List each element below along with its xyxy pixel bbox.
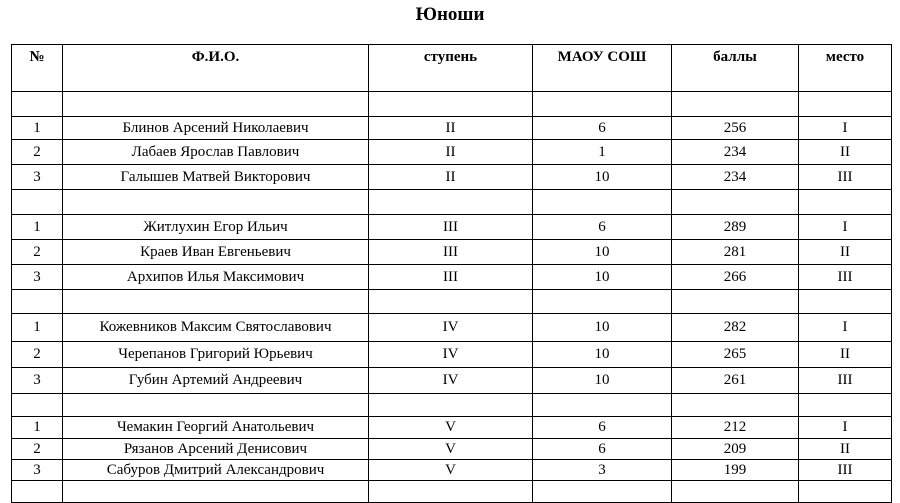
place-cell: I: [799, 314, 892, 342]
table-row: [12, 439, 892, 460]
empty-cell: [672, 190, 799, 215]
student-name: Сабуров Дмитрий Александрович: [63, 460, 369, 481]
header-name: Ф.И.О.: [63, 45, 369, 92]
page-title: Юноши: [415, 4, 485, 25]
level-cell: IV: [369, 368, 533, 394]
score-cell: 212: [672, 417, 799, 439]
empty-cell: [672, 394, 799, 417]
place-cell: II: [799, 439, 892, 460]
level-cell: III: [369, 265, 533, 290]
row-number: 1: [12, 314, 63, 342]
empty-cell: [533, 394, 672, 417]
table-row: [12, 215, 892, 240]
score-cell: 234: [672, 140, 799, 165]
score-cell: 266: [672, 265, 799, 290]
place-cell: III: [799, 165, 892, 190]
row-number: 1: [12, 215, 63, 240]
empty-cell: [63, 394, 369, 417]
row-number: 2: [12, 140, 63, 165]
level-cell: II: [369, 165, 533, 190]
school-cell: 10: [533, 265, 672, 290]
score-cell: 289: [672, 215, 799, 240]
table-row: [12, 265, 892, 290]
level-cell: II: [369, 140, 533, 165]
row-number: 3: [12, 460, 63, 481]
empty-cell: [799, 92, 892, 117]
header-row: [12, 45, 892, 92]
student-name: Лабаев Ярослав Павлович: [63, 140, 369, 165]
empty-cell: [12, 190, 63, 215]
level-cell: III: [369, 215, 533, 240]
student-name: Галышев Матвей Викторович: [63, 165, 369, 190]
school-cell: 10: [533, 240, 672, 265]
student-name: Архипов Илья Максимович: [63, 265, 369, 290]
table-row: [12, 140, 892, 165]
school-cell: 10: [533, 368, 672, 394]
header-level: ступень: [369, 45, 533, 92]
place-cell: II: [799, 140, 892, 165]
row-number: 1: [12, 417, 63, 439]
empty-cell: [369, 92, 533, 117]
empty-cell: [672, 481, 799, 503]
row-number: 2: [12, 240, 63, 265]
empty-cell: [12, 481, 63, 503]
results-body: [12, 92, 892, 503]
row-number: 2: [12, 342, 63, 368]
empty-cell: [799, 481, 892, 503]
school-cell: 10: [533, 314, 672, 342]
student-name: Губин Артемий Андреевич: [63, 368, 369, 394]
header-number: №: [12, 45, 63, 92]
level-cell: V: [369, 417, 533, 439]
level-cell: III: [369, 240, 533, 265]
level-cell: II: [369, 117, 533, 140]
score-cell: 265: [672, 342, 799, 368]
school-cell: 6: [533, 439, 672, 460]
score-cell: 234: [672, 165, 799, 190]
place-cell: I: [799, 215, 892, 240]
empty-cell: [12, 290, 63, 314]
header-score: баллы: [672, 45, 799, 92]
group-spacer-row: [12, 394, 892, 417]
empty-cell: [533, 290, 672, 314]
empty-cell: [12, 394, 63, 417]
student-name: Блинов Арсений Николаевич: [63, 117, 369, 140]
student-name: Житлухин Егор Ильич: [63, 215, 369, 240]
empty-cell: [63, 190, 369, 215]
row-number: 3: [12, 165, 63, 190]
empty-cell: [672, 92, 799, 117]
place-cell: III: [799, 265, 892, 290]
level-cell: IV: [369, 314, 533, 342]
table-row: [12, 342, 892, 368]
student-name: Рязанов Арсений Денисович: [63, 439, 369, 460]
group-spacer-row: [12, 481, 892, 503]
results-table: [11, 44, 892, 503]
empty-cell: [369, 481, 533, 503]
table-row: [12, 117, 892, 140]
row-number: 2: [12, 439, 63, 460]
group-spacer-row: [12, 190, 892, 215]
empty-cell: [63, 481, 369, 503]
table-row: [12, 240, 892, 265]
empty-cell: [533, 190, 672, 215]
score-cell: 199: [672, 460, 799, 481]
place-cell: II: [799, 240, 892, 265]
level-cell: V: [369, 439, 533, 460]
group-spacer-row: [12, 290, 892, 314]
table-row: [12, 368, 892, 394]
student-name: Черепанов Григорий Юрьевич: [63, 342, 369, 368]
empty-cell: [369, 394, 533, 417]
place-cell: III: [799, 460, 892, 481]
school-cell: 3: [533, 460, 672, 481]
empty-cell: [533, 481, 672, 503]
school-cell: 10: [533, 165, 672, 190]
table-row: [12, 165, 892, 190]
score-cell: 281: [672, 240, 799, 265]
empty-cell: [63, 92, 369, 117]
student-name: Кожевников Максим Святославович: [63, 314, 369, 342]
empty-cell: [369, 290, 533, 314]
student-name: Краев Иван Евгеньевич: [63, 240, 369, 265]
row-number: 3: [12, 368, 63, 394]
place-cell: I: [799, 417, 892, 439]
header-school: МАОУ СОШ: [533, 45, 672, 92]
school-cell: 10: [533, 342, 672, 368]
empty-cell: [12, 92, 63, 117]
empty-cell: [799, 394, 892, 417]
row-number: 1: [12, 117, 63, 140]
row-number: 3: [12, 265, 63, 290]
place-cell: I: [799, 117, 892, 140]
header-place: место: [799, 45, 892, 92]
score-cell: 282: [672, 314, 799, 342]
school-cell: 1: [533, 140, 672, 165]
group-spacer-row: [12, 92, 892, 117]
student-name: Чемакин Георгий Анатольевич: [63, 417, 369, 439]
place-cell: III: [799, 368, 892, 394]
empty-cell: [533, 92, 672, 117]
score-cell: 261: [672, 368, 799, 394]
table-row: [12, 460, 892, 481]
place-cell: II: [799, 342, 892, 368]
empty-cell: [799, 290, 892, 314]
level-cell: IV: [369, 342, 533, 368]
score-cell: 209: [672, 439, 799, 460]
school-cell: 6: [533, 215, 672, 240]
level-cell: V: [369, 460, 533, 481]
empty-cell: [63, 290, 369, 314]
empty-cell: [799, 190, 892, 215]
table-row: [12, 417, 892, 439]
empty-cell: [672, 290, 799, 314]
empty-cell: [369, 190, 533, 215]
school-cell: 6: [533, 117, 672, 140]
table-row: [12, 314, 892, 342]
score-cell: 256: [672, 117, 799, 140]
school-cell: 6: [533, 417, 672, 439]
